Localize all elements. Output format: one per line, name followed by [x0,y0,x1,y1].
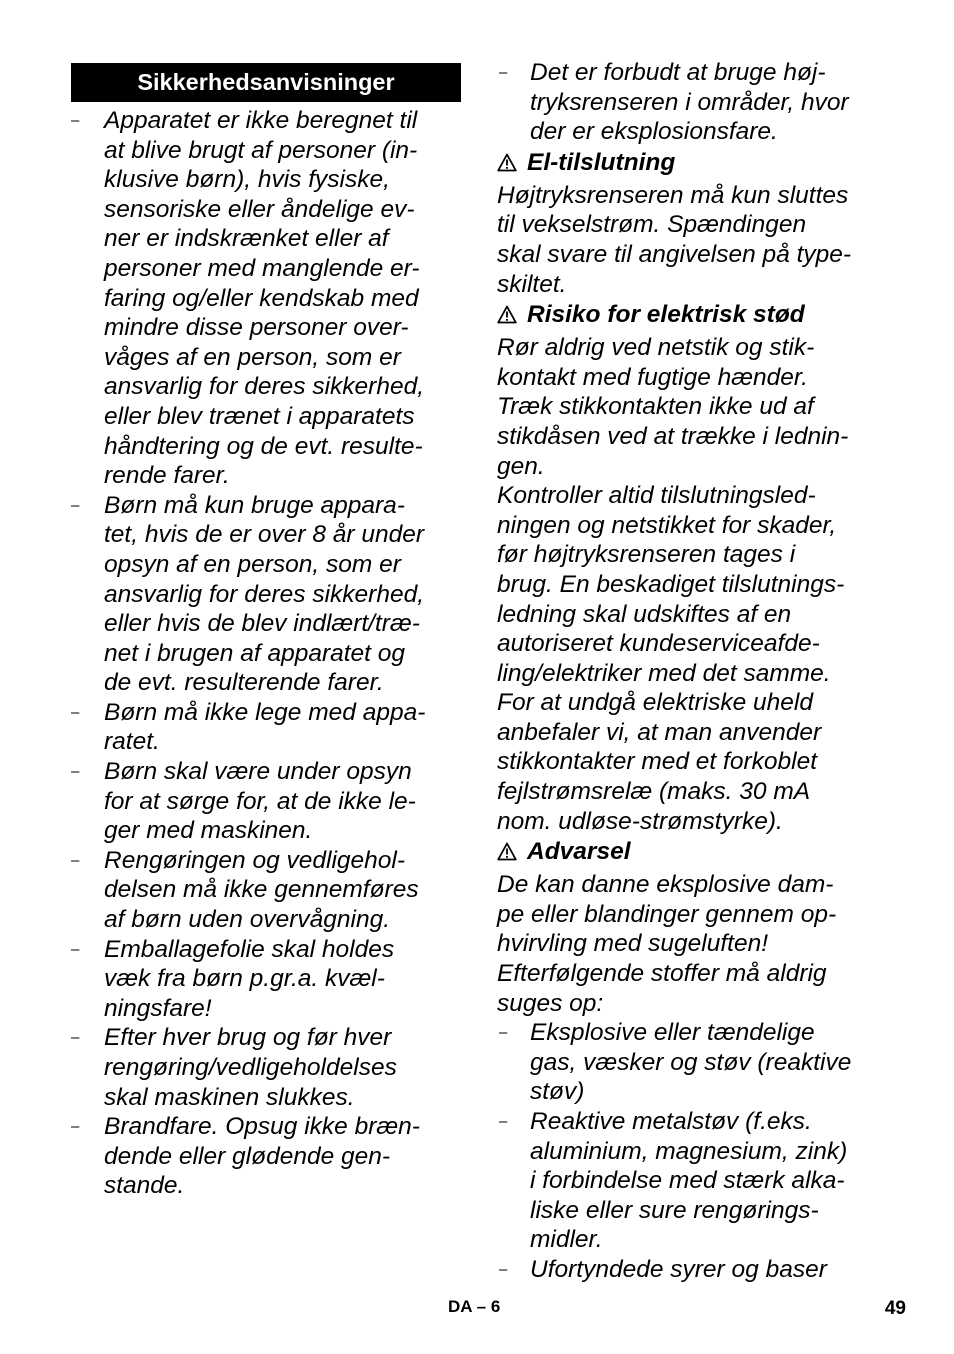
text-line: våges af en person, som er [104,343,401,371]
text-line: hvirvling med sugeluften! [497,930,769,958]
text-line: støv) [530,1078,585,1106]
el-paragraph [497,181,897,299]
list-item [71,491,461,698]
text-line: Kontroller altid tilslutningsled- [497,482,816,510]
text-line: stande. [104,1172,185,1200]
text-line: ledning skal udskiftes af en [497,600,792,628]
safety-bullet-list [71,106,461,1201]
risk-paragraph [497,333,897,836]
text-line: tryksrenseren i områder, hvor [530,88,849,116]
text-line: Højtryksrenseren må kun sluttes [497,181,849,209]
text-line: Børn må kun bruge appara- [104,491,405,519]
text-line: Emballagefolie skal holdes [104,935,395,963]
warning-triangle-icon [497,842,517,861]
list-item [497,1255,897,1285]
list-item [71,846,461,935]
text-line: mindre disse personer over- [104,314,409,342]
text-line: dende eller glødende gen- [104,1142,391,1170]
list-item [71,757,461,846]
text-line: delsen må ikke gennemføres [104,876,419,904]
text-line: personer med manglende er- [104,254,420,282]
bullet-dash-icon: – [71,496,80,514]
footer-section-label: DA – 6 [448,1297,501,1316]
text-line: væk fra børn p.gr.a. kvæl- [104,965,385,993]
text-line: Apparatet er ikke beregnet til [104,107,418,134]
warning-paragraph [497,870,897,1018]
text-line: gen. [497,452,545,480]
text-line: ger med maskinen. [104,817,313,845]
bullet-dash-icon: – [71,703,80,721]
text-line: net i brugen af apparatet og [104,639,406,667]
text-line: De kan danne eksplosive dam- [497,871,834,899]
text-line: fejlstrømsrelæ (maks. 30 mA [497,778,811,806]
text-line: Rør aldrig ved netstik og stik- [497,334,815,362]
text-line: stikkontakter med et forkoblet [497,748,818,776]
text-line: ner er indskrænket eller af [104,225,389,253]
text-line: rende farer. [104,462,230,490]
text-line: pe eller blandinger gennem op- [497,900,837,928]
text-line: gas, væsker og støv (reaktive [530,1048,852,1076]
text-line: Børn skal være under opsyn [104,758,412,786]
text-line: skal svare til angivelsen på type- [497,240,852,268]
warning-heading-text: Advarsel [527,838,631,866]
el-heading-text: El-tilslutning [527,148,676,176]
text-line: til vekselstrøm. Spændingen [497,211,807,239]
text-line: sensoriske eller åndelige ev- [104,195,415,223]
page-number: 49 [884,1298,906,1319]
list-item [497,1107,897,1255]
list-item [71,698,461,757]
left-column [71,58,461,1201]
text-line: aluminium, magnesium, zink) [530,1137,848,1165]
bullet-dash-icon: – [71,112,80,129]
text-line: i forbindelse med stærk alka- [530,1167,845,1195]
text-line: kontakt med fugtige hænder. [497,363,808,391]
text-line: midler. [530,1226,603,1254]
bullet-dash-icon: – [71,1118,80,1136]
text-line: Børn må ikke lege med appa- [104,698,426,726]
text-line: Brandfare. Opsug ikke bræn- [104,1113,420,1141]
text-line: tet, hvis de er over 8 år under [104,521,425,549]
text-line: Reaktive metalstøv (f.eks. [530,1108,812,1135]
text-line: eller blev trænet i apparatets [104,402,415,430]
text-line: ansvarlig for deres sikkerhed, [104,580,425,608]
text-line: For at undgå elektriske uheld [497,689,813,717]
list-item [71,1023,461,1112]
bullet-dash-icon: – [499,1113,508,1130]
el-heading [497,147,897,181]
bullet-dash-icon: – [71,763,80,781]
bullet-dash-icon: – [499,1024,508,1042]
list-item [497,1018,897,1107]
text-line: Efterfølgende stoffer må aldrig [497,960,827,988]
bullet-dash-icon: – [71,851,80,869]
text-line: stikdåsen ved at trække i lednin- [497,422,849,450]
text-line: nom. udløse-strømstyrke). [497,807,783,835]
text-line: ningsfare! [104,994,212,1022]
bullet-dash-icon: – [71,1029,80,1047]
text-line: skiltet. [497,270,567,298]
text-line: ansvarlig for deres sikkerhed, [104,373,425,401]
warning-triangle-icon [497,305,517,324]
text-line: Træk stikkontakten ikke ud af [497,393,814,421]
text-line: Rengøringen og vedligehol- [104,846,405,874]
text-line: af børn uden overvågning. [104,906,391,934]
text-line: Efter hver brug og før hver [104,1024,392,1052]
warning-triangle-icon [497,153,517,172]
bullet-dash-icon: – [499,64,508,81]
text-line: de evt. resulterende farer. [104,669,384,697]
text-line: ratet. [104,728,160,756]
text-line: brug. En beskadiget tilslutnings- [497,570,845,598]
text-line: der er eksplosionsfare. [530,118,778,146]
text-line: håndtering og de evt. resulte- [104,432,423,460]
text-line: Det er forbudt at bruge høj- [530,59,826,86]
bullet-dash-icon: – [71,940,80,958]
text-line: rengøring/vedligeholdelses [104,1054,397,1081]
text-line: anbefaler vi, at man anvender [497,718,822,746]
text-line: liske eller sure rengørings- [530,1196,819,1224]
risk-heading-text: Risiko for elektrisk stød [527,301,805,329]
right-column [497,58,897,1285]
risk-heading [497,299,897,333]
text-line: faring og/eller kendskab med [104,284,419,312]
section-heading-safety: Sikkerhedsanvisninger [71,63,461,102]
text-line: suges op: [497,989,604,1017]
list-item [71,1112,461,1201]
text-line: opsyn af en person, som er [104,550,401,578]
text-line: skal maskinen slukkes. [104,1083,355,1111]
text-line: eller hvis de blev indlært/træ- [104,610,420,638]
list-item [71,935,461,1024]
warning-bullet-list [497,1018,897,1284]
text-line: klusive børn), hvis fysiske, [104,166,390,194]
text-line: for at sørge for, at de ikke le- [104,787,416,815]
text-line: Ufortyndede syrer og baser [530,1255,827,1283]
text-line: autoriseret kundeserviceafde- [497,630,820,658]
bullet-dash-icon: – [499,1260,508,1278]
text-line: før højtryksrenseren tages i [497,541,796,569]
list-item [71,106,461,491]
warning-heading [497,836,897,870]
explosion-bullet-list [497,58,897,147]
text-line: Eksplosive eller tændelige [530,1019,815,1047]
text-line: ningen og netstikket for skader, [497,511,837,539]
list-item [497,58,897,147]
text-line: ling/elektriker med det samme. [497,659,831,687]
text-line: at blive brugt af personer (in- [104,136,418,164]
